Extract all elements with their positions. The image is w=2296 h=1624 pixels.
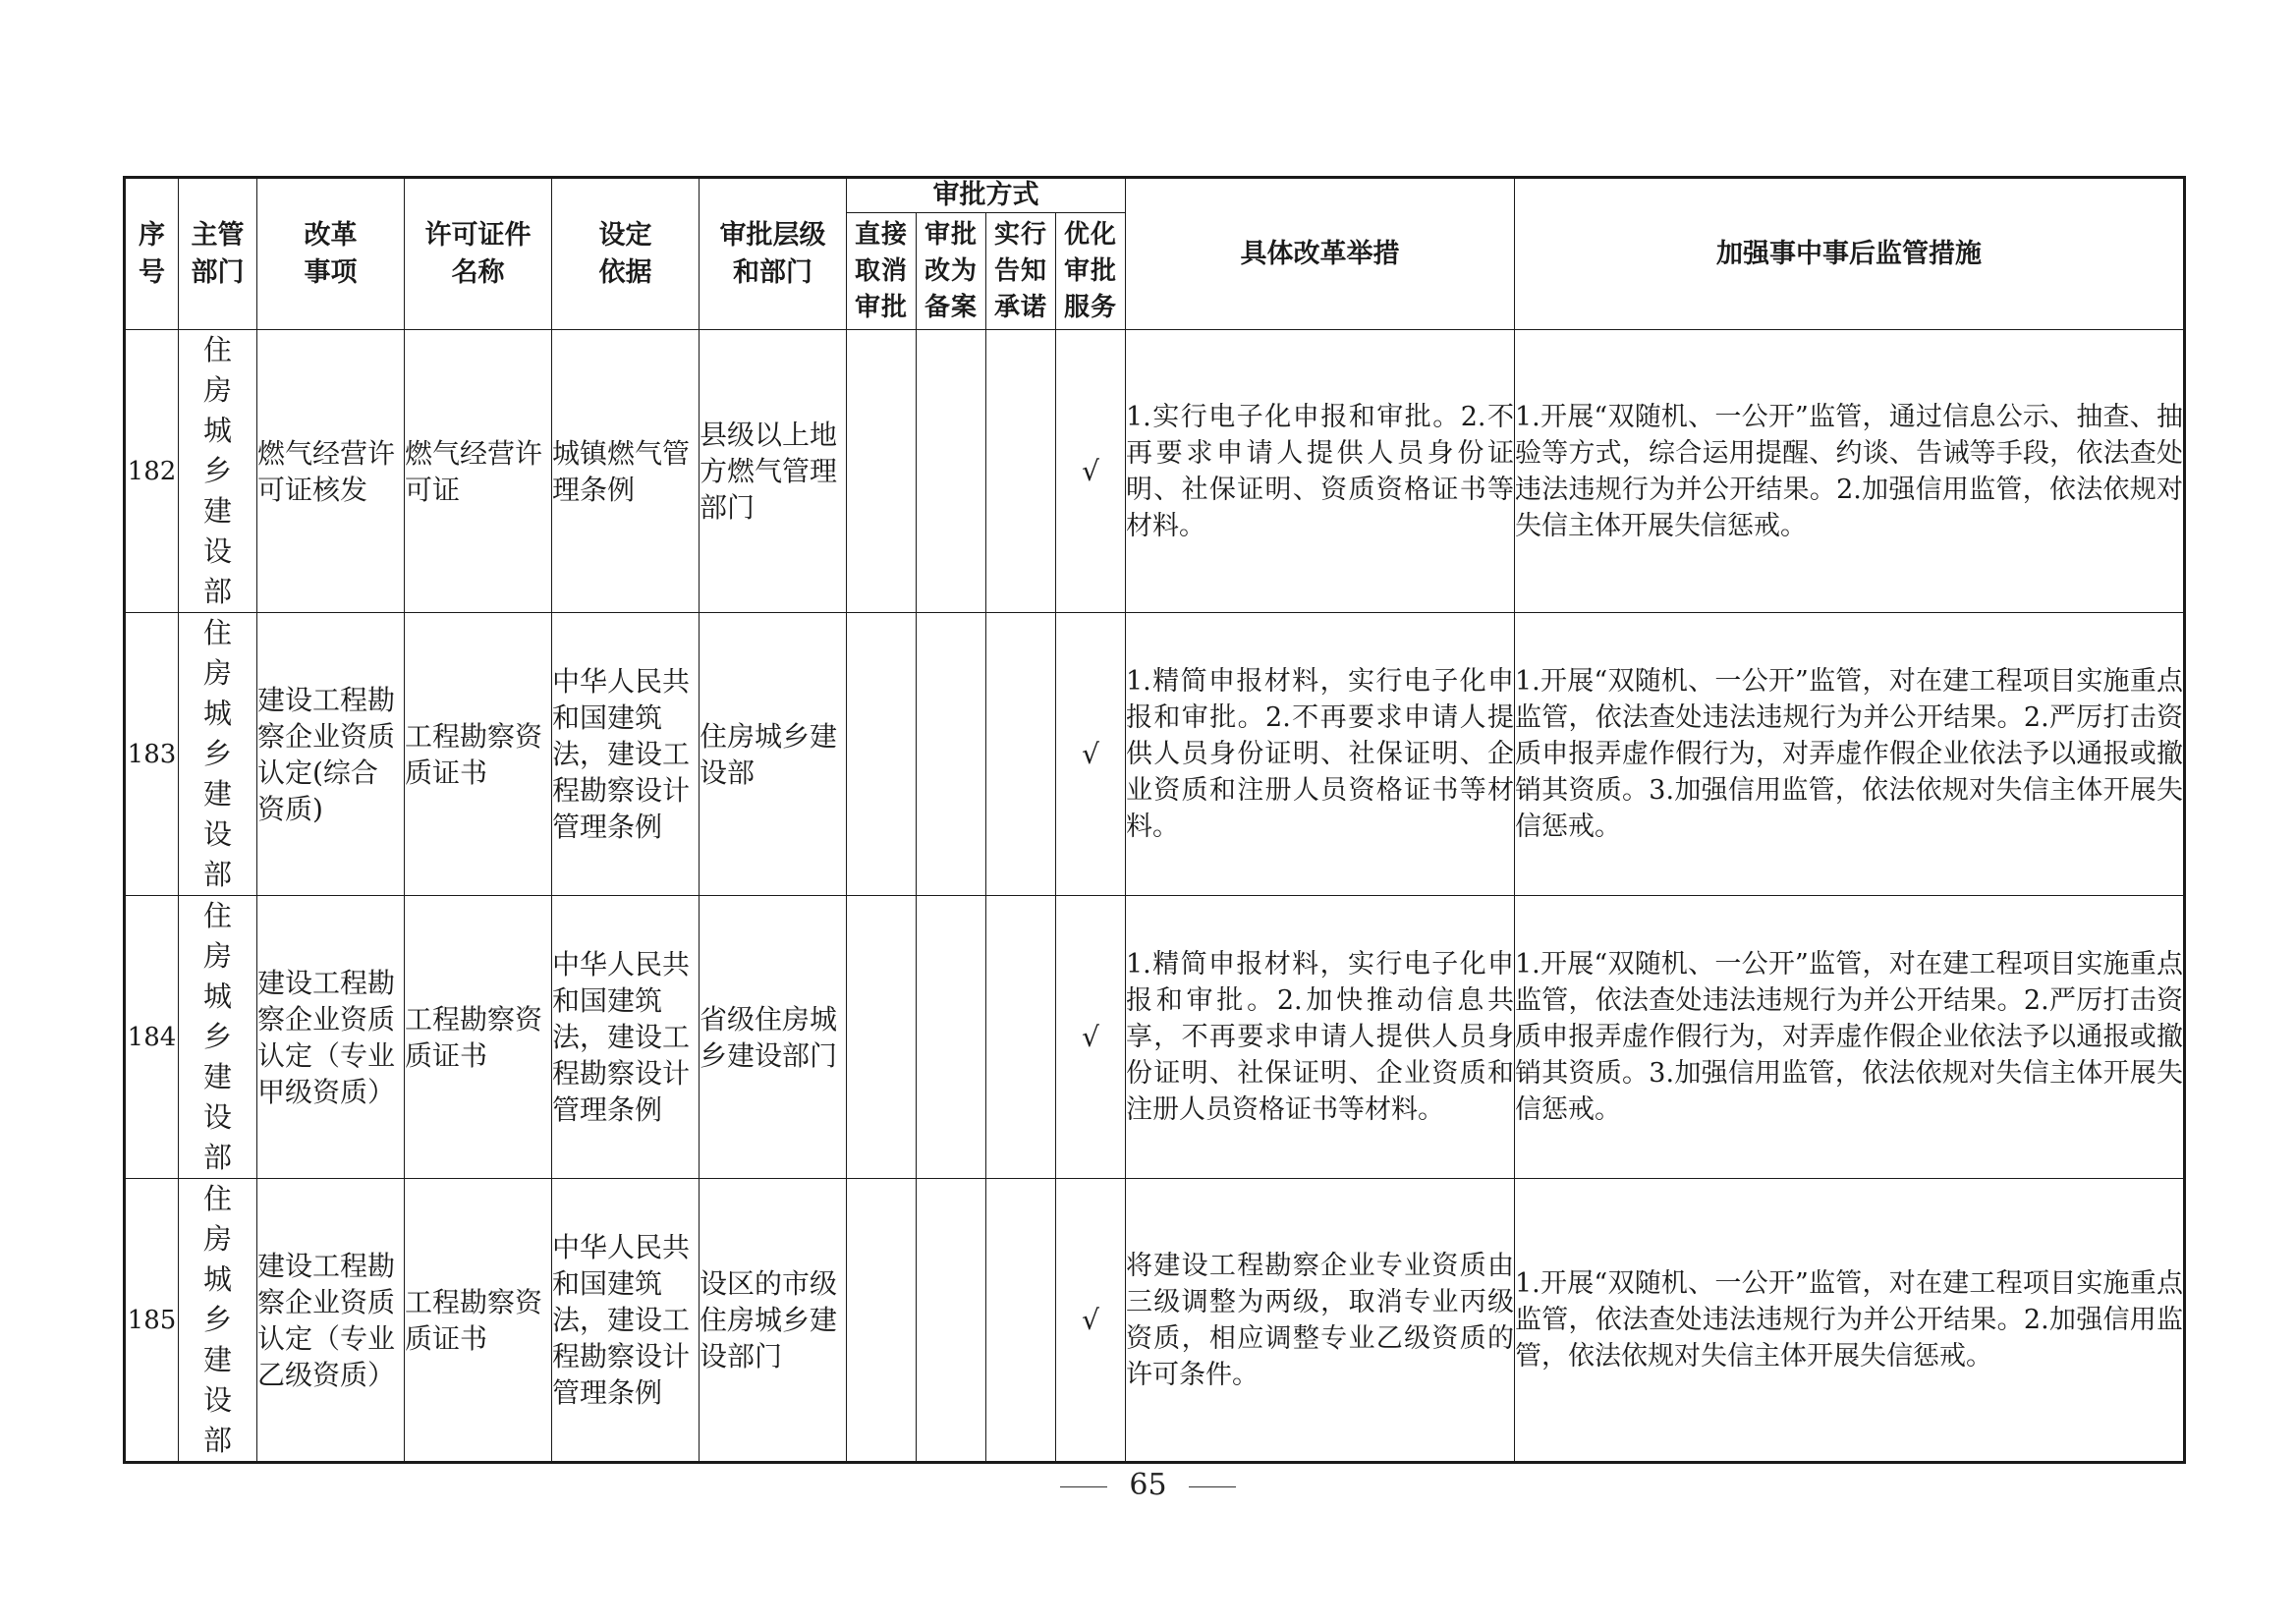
row-basis: 城镇燃气管理条例 bbox=[552, 330, 700, 613]
row-mode-notify bbox=[986, 896, 1056, 1179]
row-measures: 将建设工程勘察企业专业资质由三级调整为两级，取消专业丙级资质，相应调整专业乙级资质的许可条件。 bbox=[1126, 1179, 1515, 1463]
row-license: 燃气经营许可证 bbox=[405, 330, 552, 613]
page-number: 65 bbox=[1129, 1468, 1167, 1502]
header-item: 改革事项 bbox=[257, 178, 405, 330]
row-dept: 住房城乡建设部 bbox=[179, 1179, 257, 1463]
row-supervision: 1.开展“双随机、一公开”监管，对在建工程项目实施重点监管，依法查处违法违规行为并公开结果。2.严厉打击资质申报弄虚作假行为，对弄虚作假企业依法予以通报或撤销其资质。3.加强信用监管，依法依规对失信主体开展失信惩戒。 bbox=[1515, 613, 2185, 896]
row-mode-notify bbox=[986, 330, 1056, 613]
header-mode-cancel: 直接取消审批 bbox=[847, 213, 917, 330]
row-mode-filing bbox=[917, 896, 986, 1179]
header-license: 许可证件名称 bbox=[405, 178, 552, 330]
row-item: 建设工程勘察企业资质认定（专业甲级资质） bbox=[257, 896, 405, 1179]
row-measures: 1.精简申报材料，实行电子化申报和审批。2.不再要求申请人提供人员身份证明、社保证明、企业资质和注册人员资格证书等材料。 bbox=[1126, 613, 1515, 896]
header-approval-mode: 审批方式 bbox=[847, 178, 1126, 213]
row-mode-filing bbox=[917, 1179, 986, 1463]
row-mode-cancel bbox=[847, 896, 917, 1179]
row-measures: 1.精简申报材料，实行电子化申报和审批。2.加快推动信息共享，不再要求申请人提供人员身份证明、社保证明、企业资质和注册人员资格证书等材料。 bbox=[1126, 896, 1515, 1179]
row-mode-cancel bbox=[847, 613, 917, 896]
header-supervision: 加强事中事后监管措施 bbox=[1515, 178, 2185, 330]
row-basis: 中华人民共和国建筑法，建设工程勘察设计管理条例 bbox=[552, 613, 700, 896]
row-seq: 183 bbox=[125, 613, 179, 896]
footer-dash-left bbox=[1060, 1486, 1107, 1487]
row-mode-optimize-check: √ bbox=[1056, 896, 1126, 1179]
row-mode-cancel bbox=[847, 1179, 917, 1463]
row-level: 设区的市级住房城乡建设部门 bbox=[700, 1179, 847, 1463]
row-supervision: 1.开展“双随机、一公开”监管，对在建工程项目实施重点监管，依法查处违法违规行为并公开结果。2.严厉打击资质申报弄虚作假行为，对弄虚作假企业依法予以通报或撤销其资质。3.加强信用监管，依法依规对失信主体开展失信惩戒。 bbox=[1515, 896, 2185, 1179]
row-basis: 中华人民共和国建筑法，建设工程勘察设计管理条例 bbox=[552, 1179, 700, 1463]
row-mode-notify bbox=[986, 613, 1056, 896]
row-mode-optimize-check: √ bbox=[1056, 613, 1126, 896]
table-row bbox=[125, 330, 2185, 613]
header-level: 审批层级和部门 bbox=[700, 178, 847, 330]
row-dept: 住房城乡建设部 bbox=[179, 330, 257, 613]
row-mode-filing bbox=[917, 330, 986, 613]
row-level: 省级住房城乡建设部门 bbox=[700, 896, 847, 1179]
header-mode-filing: 审批改为备案 bbox=[917, 213, 986, 330]
row-dept: 住房城乡建设部 bbox=[179, 896, 257, 1179]
header-row-top bbox=[125, 178, 2185, 213]
row-dept: 住房城乡建设部 bbox=[179, 613, 257, 896]
row-mode-cancel bbox=[847, 330, 917, 613]
row-seq: 182 bbox=[125, 330, 179, 613]
row-item: 燃气经营许可证核发 bbox=[257, 330, 405, 613]
row-license: 工程勘察资质证书 bbox=[405, 896, 552, 1179]
row-license: 工程勘察资质证书 bbox=[405, 613, 552, 896]
row-license: 工程勘察资质证书 bbox=[405, 1179, 552, 1463]
table-row bbox=[125, 896, 2185, 1179]
header-mode-notify: 实行告知承诺 bbox=[986, 213, 1056, 330]
row-seq: 185 bbox=[125, 1179, 179, 1463]
footer-dash-right bbox=[1189, 1486, 1236, 1487]
row-item: 建设工程勘察企业资质认定(综合资质) bbox=[257, 613, 405, 896]
page-footer bbox=[0, 1468, 2296, 1502]
row-mode-optimize-check: √ bbox=[1056, 1179, 1126, 1463]
header-seq: 序号 bbox=[125, 178, 179, 330]
row-measures: 1.实行电子化申报和审批。2.不再要求申请人提供人员身份证明、社保证明、资质资格证书等材料。 bbox=[1126, 330, 1515, 613]
row-supervision: 1.开展“双随机、一公开”监管，对在建工程项目实施重点监管，依法查处违法违规行为并公开结果。2.加强信用监管，依法依规对失信主体开展失信惩戒。 bbox=[1515, 1179, 2185, 1463]
reform-table bbox=[123, 176, 2186, 1464]
row-basis: 中华人民共和国建筑法，建设工程勘察设计管理条例 bbox=[552, 896, 700, 1179]
header-measures: 具体改革举措 bbox=[1126, 178, 1515, 330]
row-mode-notify bbox=[986, 1179, 1056, 1463]
table-row bbox=[125, 1179, 2185, 1463]
table-row bbox=[125, 613, 2185, 896]
row-mode-filing bbox=[917, 613, 986, 896]
row-supervision: 1.开展“双随机、一公开”监管，通过信息公示、抽查、抽验等方式，综合运用提醒、约谈、告诫等手段，依法查处违法违规行为并公开结果。2.加强信用监管，依法依规对失信主体开展失信惩戒。 bbox=[1515, 330, 2185, 613]
row-mode-optimize-check: √ bbox=[1056, 330, 1126, 613]
row-seq: 184 bbox=[125, 896, 179, 1179]
header-dept: 主管部门 bbox=[179, 178, 257, 330]
row-level: 住房城乡建设部 bbox=[700, 613, 847, 896]
row-item: 建设工程勘察企业资质认定（专业乙级资质） bbox=[257, 1179, 405, 1463]
row-level: 县级以上地方燃气管理部门 bbox=[700, 330, 847, 613]
header-basis: 设定依据 bbox=[552, 178, 700, 330]
header-mode-optimize: 优化审批服务 bbox=[1056, 213, 1126, 330]
